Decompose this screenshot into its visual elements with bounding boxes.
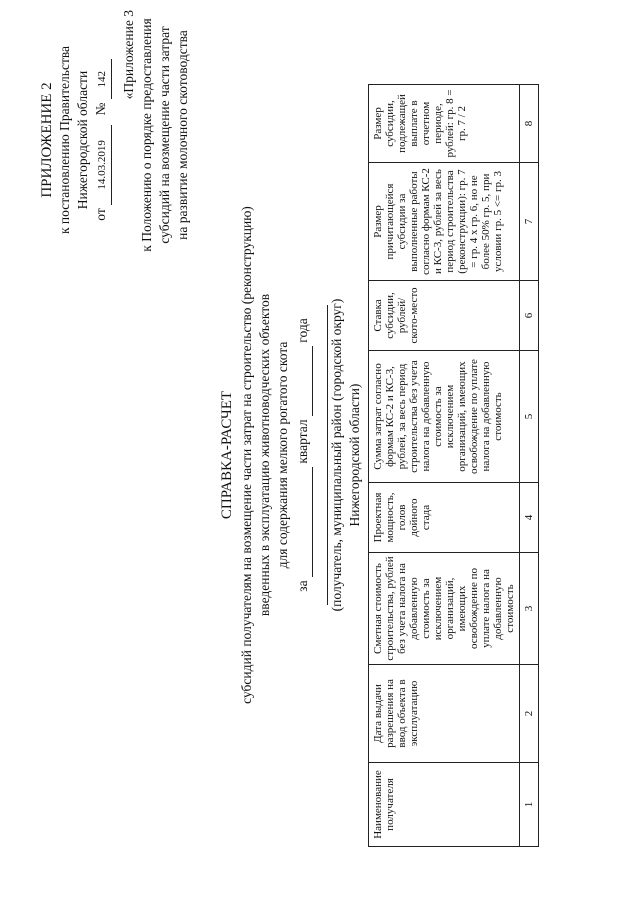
column-number: 5	[520, 351, 539, 483]
table-header-row	[369, 85, 520, 847]
subtitle-line-2: введенных в эксплуатацию животноводческих объектов	[257, 293, 272, 617]
recipient-caption-2: Нижегородской области)	[347, 383, 362, 527]
header-cell: Размер субсидии, подлежащей выплате в отчетном периоде, рублей: гр. 8 = гр. 7 / 2	[369, 85, 520, 163]
document-title: СПРАВКА-РАСЧЕТ	[219, 390, 235, 520]
header-cell: Проектная мощность, голов дойного стада	[369, 483, 520, 553]
column-number: 7	[520, 163, 539, 281]
appendix-line-1: к постановлению Правительства	[57, 45, 72, 235]
appendix-line-2: Нижегородской области	[75, 70, 90, 210]
reference-block	[120, 10, 192, 260]
reference-line-2: к Положению о порядке предоставления	[139, 18, 154, 252]
year-label: года	[295, 318, 310, 343]
column-number: 4	[520, 483, 539, 553]
quarter-label: квартал	[295, 419, 310, 464]
header-cell: Сметная стоимость строительства, рублей без учета налога на добавленную стоимость за исключением организаций, имеющих освобождение по уплате налога на добавленную стоимость	[369, 553, 520, 665]
calculation-table	[368, 84, 539, 847]
header-cell: Наименование получателя	[369, 763, 520, 847]
column-number: 3	[520, 553, 539, 665]
date-value: 14.03.2019	[93, 125, 112, 205]
reference-line-3: субсидий на возмещение части затрат	[157, 26, 172, 244]
recipient-caption-1: (получатель, муниципальный район (городской округ)	[329, 298, 344, 612]
header-cell: Размер причитающейся субсидии за выполненные работы согласно формам КС-2 и КС-3, рублей за весь период строительства (реконструкции): гр. 7 = гр. 4 х гр. 6, но не более 50% гр. 5, при условии гр. 5 <= гр. 3	[369, 163, 520, 281]
subtitle-line-3: для содержания мелкого рогатого скота	[275, 341, 290, 569]
column-number: 6	[520, 281, 539, 351]
appendix-block	[38, 25, 112, 255]
table-number-row	[520, 85, 539, 847]
reference-line-1: «Приложение 3	[121, 10, 136, 100]
column-number: 8	[520, 85, 539, 163]
number-label: №	[93, 102, 108, 116]
header-cell: Сумма затрат согласно формам КС-2 и КС-3, рублей, за весь период строительства без учета налога на добавленную стоимость за исключением организаций, имеющих освобождение по уплате налога на добавленную стоимость	[369, 351, 520, 483]
header-cell: Ставка субсидии, рублей/ ското-место	[369, 281, 520, 351]
reference-line-4: на развитие молочного скотоводства	[175, 30, 190, 240]
title-block	[218, 105, 364, 805]
appendix-date-line	[92, 25, 112, 255]
period-prefix: за	[295, 580, 310, 592]
number-value: 142	[93, 59, 112, 99]
appendix-title: ПРИЛОЖЕНИЕ 2	[39, 82, 55, 198]
year-blank	[294, 346, 313, 416]
period-line	[294, 105, 313, 805]
header-cell: Дата выдачи разрешения на ввод объекта в эксплуатацию	[369, 665, 520, 763]
from-label: от	[93, 208, 108, 221]
column-number: 2	[520, 665, 539, 763]
column-number: 1	[520, 763, 539, 847]
subtitle-line-1: субсидий получателям на возмещение части затрат на строительство (реконструкцию)	[239, 206, 254, 704]
period-blank	[294, 467, 313, 577]
